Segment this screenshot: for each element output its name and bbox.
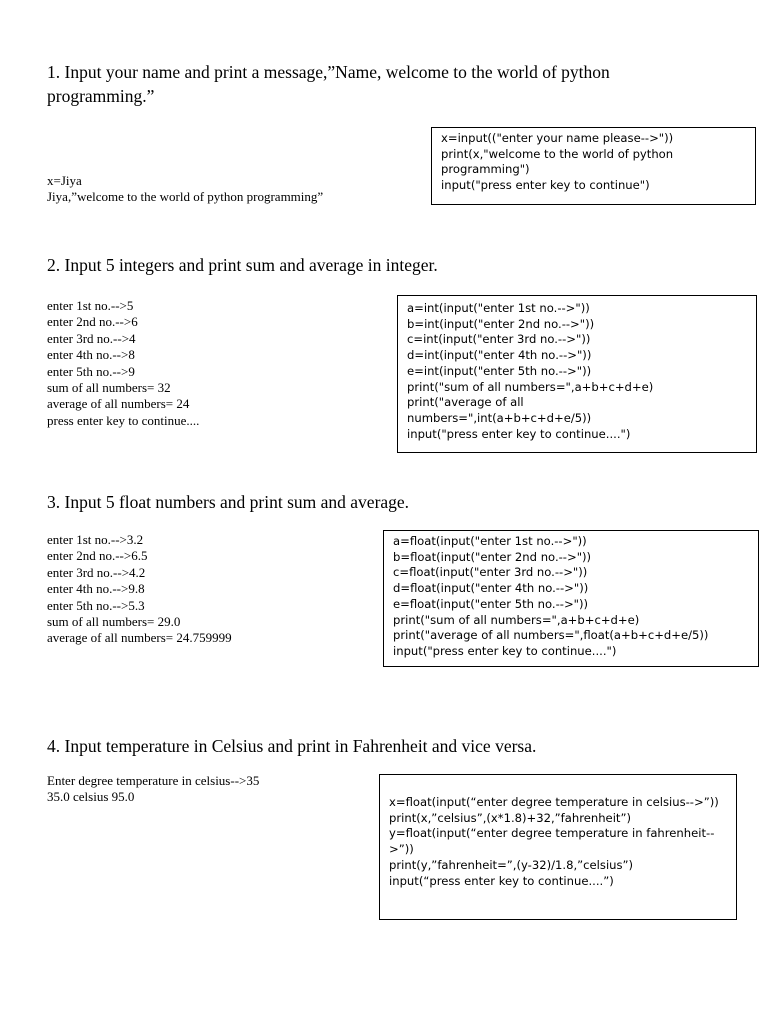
code-line: x=float(input(“enter degree temperature in celsius-->”)) <box>389 795 719 809</box>
code-line: a=float(input("enter 1st no.-->")) <box>393 534 587 548</box>
section-1-code-box <box>431 127 756 205</box>
code-line: b=float(input("enter 2nd no.-->")) <box>393 549 592 564</box>
code-line: print(y,”fahrenheit=”,(y-32)/1.8,”celsius”) <box>389 857 634 872</box>
output-line: press enter key to continue.... <box>47 412 200 428</box>
section-1-output <box>47 173 323 206</box>
code-line: input("press enter key to continue") <box>441 178 650 193</box>
output-line: enter 5th no.-->9 <box>47 363 135 379</box>
output-line: enter 1st no.-->5 <box>47 298 134 313</box>
section-2-code-box <box>397 295 757 453</box>
code-line: print(x,"welcome to the world of python programming") <box>441 146 677 177</box>
output-line: Enter degree temperature in celsius-->35 <box>47 773 260 788</box>
code-line: input(“press enter key to continue....”) <box>389 873 614 888</box>
code-line: e=float(input("enter 5th no.-->")) <box>393 596 589 611</box>
code-line: print("average of all numbers=",int(a+b+c+d+e/5)) <box>407 395 592 425</box>
output-line: enter 1st no.-->3.2 <box>47 532 144 547</box>
code-line: print("sum of all numbers=",a+b+c+d+e) <box>407 379 654 394</box>
section-2-heading: 2. Input 5 integers and print sum and average in integer. <box>47 255 438 275</box>
output-line: x=Jiya <box>47 173 82 188</box>
code-line: print("sum of all numbers=",a+b+c+d+e) <box>393 612 640 627</box>
output-line: average of all numbers= 24 <box>47 396 190 412</box>
output-line: enter 4th no.-->9.8 <box>47 581 145 597</box>
section-3-heading: 3. Input 5 float numbers and print sum and average. <box>47 492 410 512</box>
section-3-code-box <box>383 530 759 667</box>
output-line: enter 3rd no.-->4 <box>47 330 136 346</box>
output-line: enter 4th no.-->8 <box>47 347 135 363</box>
section-3-output <box>47 532 232 647</box>
code-line: d=float(input("enter 4th no.-->")) <box>393 581 589 596</box>
code-line: c=float(input("enter 3rd no.-->")) <box>393 565 588 580</box>
code-line: c=int(input("enter 3rd no.-->")) <box>407 332 591 347</box>
output-line: average of all numbers= 24.759999 <box>47 630 232 646</box>
section-4-heading: 4. Input temperature in Celsius and print in Fahrenheit and vice versa. <box>47 736 537 756</box>
section-2-output <box>47 298 199 429</box>
code-line: print("average of all numbers=",float(a+b+c+d+e/5)) <box>393 628 709 643</box>
output-line: sum of all numbers= 32 <box>47 380 171 396</box>
output-line: enter 5th no.-->5.3 <box>47 597 145 613</box>
code-line: b=int(input("enter 2nd no.-->")) <box>407 316 595 331</box>
code-line: a=int(input("enter 1st no.-->")) <box>407 301 590 315</box>
code-line: e=int(input("enter 5th no.-->")) <box>407 363 592 378</box>
output-line: sum of all numbers= 29.0 <box>47 614 181 630</box>
section-4-output <box>47 773 259 806</box>
output-line: Jiya,”welcome to the world of python programming” <box>47 189 324 205</box>
code-line: y=float(input(“enter degree temperature in fahrenheit-->”)) <box>389 826 715 857</box>
section-1-heading: 1. Input your name and print a message,”Name, welcome to the world of python programming.” <box>47 62 610 106</box>
output-line: enter 2nd no.-->6 <box>47 314 138 330</box>
output-line: enter 2nd no.-->6.5 <box>47 548 148 564</box>
section-4-code-box <box>379 774 737 920</box>
code-line: input("press enter key to continue....") <box>393 643 617 658</box>
code-line: input("press enter key to continue....") <box>407 426 631 441</box>
output-line: 35.0 celsius 95.0 <box>47 789 135 805</box>
output-line: enter 3rd no.-->4.2 <box>47 564 146 580</box>
code-line: d=int(input("enter 4th no.-->")) <box>407 348 592 363</box>
code-line: x=input(("enter your name please-->")) <box>441 131 674 145</box>
code-line: print(x,”celsius”,(x*1.8)+32,”fahrenheit”) <box>389 810 631 825</box>
